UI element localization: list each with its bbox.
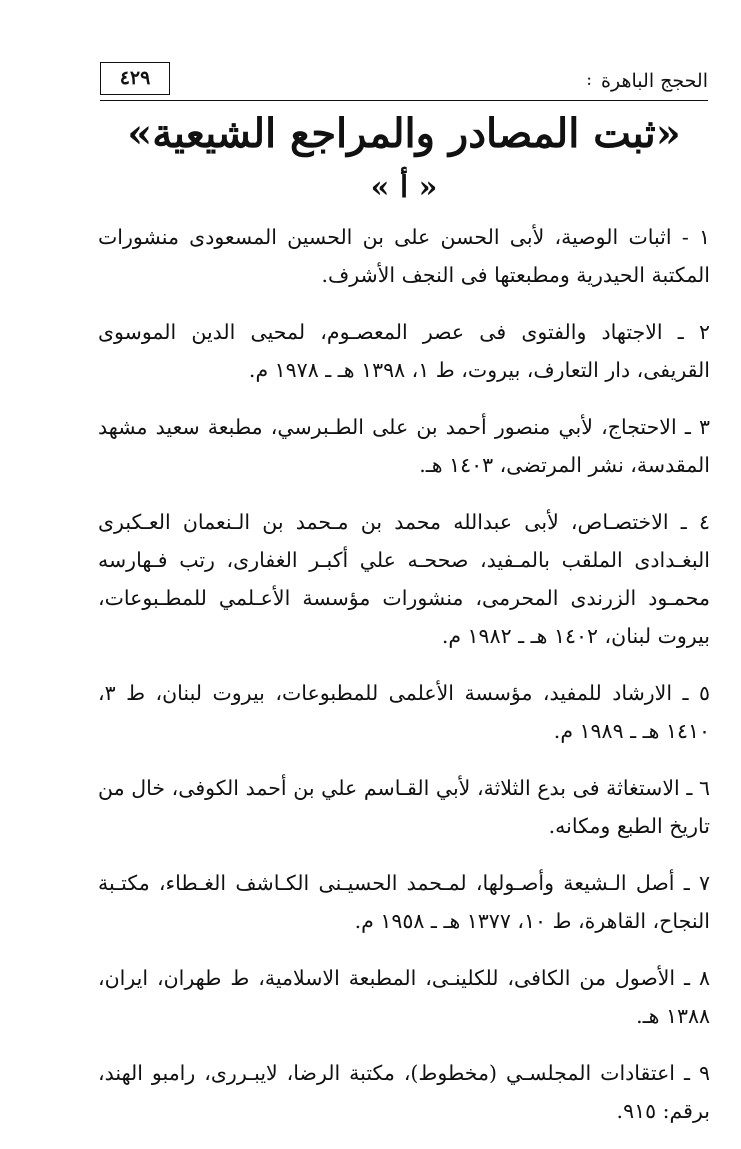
entry-number: ٦ ـ	[686, 776, 710, 800]
bibliography-list	[98, 218, 710, 1149]
entry-number: ٩ ـ	[684, 1061, 710, 1085]
running-header	[100, 62, 708, 100]
page-number: ٤٢٩	[100, 62, 170, 95]
entry-number: ٢ ـ	[677, 320, 710, 344]
entry-text: أصل الـشيعة وأصـولها، لمـحمد الحسيـنى الكـاشف الغـطاء، مكتـبة النجاح، القاهرة، ط ١٠، ١٣٧٧ هـ ـ ١٩٥٨ م.	[98, 871, 710, 933]
section-letter-heading: « أ »	[370, 170, 438, 205]
entry-text: اثبات الوصية، لأبى الحسن على بن الحسين المسعودى منشورات المكتبة الحيدرية ومطبعتها فى النجف الأشرف.	[98, 225, 710, 287]
entry-text: الاحتجاج، لأبي منصور أحمد بن على الطـبرسي، مطبعة سعيد مشهد المقدسة، نشر المرتضى، ١٤٠٣ هـ.	[98, 415, 710, 477]
entry-text: الأصول من الكافى، للكلينـى، المطبعة الاسلامية، ط طهران، ايران، ١٣٨٨ هـ.	[98, 966, 710, 1028]
entry-number: ٨ ـ	[684, 966, 710, 990]
bibliography-entry	[98, 218, 710, 294]
bibliography-entry	[98, 769, 710, 845]
header-divider	[100, 100, 708, 101]
bibliography-entry	[98, 408, 710, 484]
entry-text: الاستغاثة فى بدع الثلاثة، لأبي القـاسم علي بن أحمد الكوفى، خال من تاريخ الطبع ومكانه.	[98, 776, 710, 838]
running-header-separator: :	[586, 70, 592, 90]
entry-number: ٥ ـ	[682, 681, 710, 705]
entry-text: الاختصـاص، لأبى عبدالله محمد بن مـحمد بن الـنعمان العـكبرى البغـدادى الملقب بالمـفيد، صححـه علي أكبـر الغفارى، رتب فـهارسه محمـود الزرندى المحرمى، منشورات مؤسسة الأعـلمي للمطـبوعات، بيروت لبنان، ١٤٠٢ هـ ـ ١٩٨٢ م.	[98, 510, 710, 648]
entry-number: ٣ ـ	[684, 415, 710, 439]
bibliography-entry	[98, 503, 710, 655]
bibliography-entry	[98, 959, 710, 1035]
entry-text: اعتقادات المجلسـي (مخطوط)، مكتبة الرضا، لايبـررى، رامبو الهند، برقم: ٩١٥.	[98, 1061, 710, 1123]
entry-number: ١ -	[681, 225, 710, 249]
bibliography-entry	[98, 674, 710, 750]
bibliography-entry	[98, 313, 710, 389]
bibliography-entry	[98, 864, 710, 940]
entry-number: ٧ ـ	[683, 871, 710, 895]
entry-number: ٤ ـ	[680, 510, 710, 534]
running-header-title: الحجج الباهرة	[601, 70, 708, 92]
bibliography-entry	[98, 1054, 710, 1130]
page-title: «ثبت المصادر والمراجع الشيعية»	[127, 110, 681, 157]
entry-text: الارشاد للمفيد، مؤسسة الأعلمى للمطبوعات، بيروت لبنان، ط ٣، ١٤١٠ هـ ـ ١٩٨٩ م.	[98, 681, 710, 743]
entry-text: الاجتهاد والفتوى فى عصر المعصـوم، لمحيى الدين الموسوى القريفى، دار التعارف، بيروت، ط ١، ١٣٩٨ هـ ـ ١٩٧٨ م.	[98, 320, 710, 382]
